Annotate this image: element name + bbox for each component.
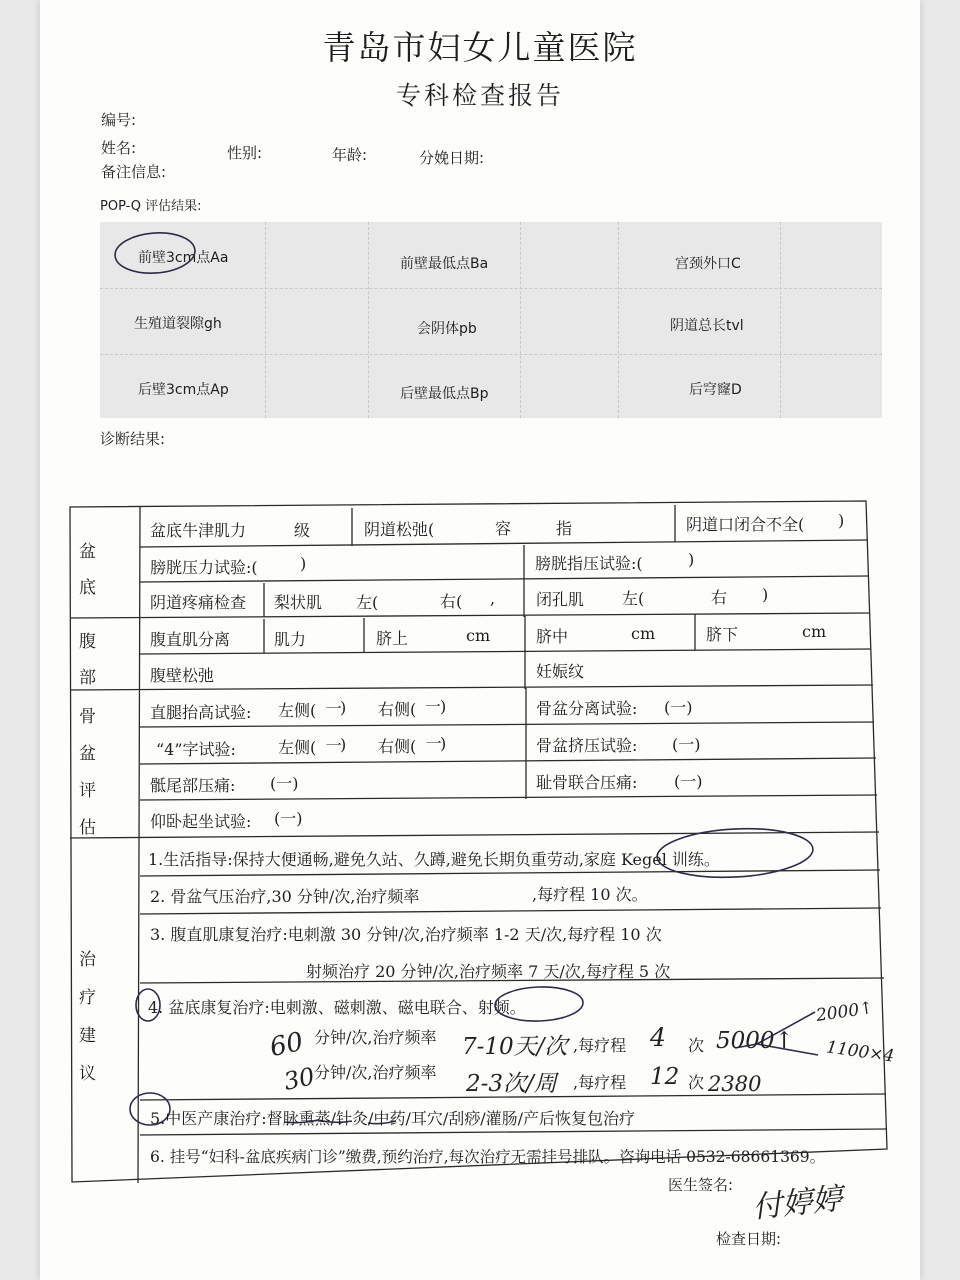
popq-ba-label: 前壁最低点Ba <box>400 256 489 272</box>
pelvic-air-pressure-course: ,每疗程 10 次。 <box>532 885 648 904</box>
popq-bp-label: 后壁最低点Bp <box>400 386 489 402</box>
table-row-line <box>140 795 877 800</box>
straight-leg-raise-label: 直腿抬高试验: <box>150 703 252 722</box>
name-label: 姓名: <box>101 139 137 157</box>
slr-right-value: 一 <box>423 697 440 716</box>
pelvic-separation-value: (一) <box>664 698 693 717</box>
table-row-line <box>140 908 881 914</box>
popq-pb-label: 会阴体pb <box>417 321 477 337</box>
introitus-incompetence-label: 阴道口闭合不全( <box>686 515 805 534</box>
row1-courses-handwritten: 4 <box>650 1023 666 1052</box>
figure-four-left-close: ) <box>340 735 347 754</box>
row2-price-handwritten: 2380 <box>708 1072 762 1096</box>
figure-four-right-label: 右侧( <box>378 737 417 756</box>
row2-courses-handwritten: 12 <box>650 1064 680 1090</box>
bladder-pressure-test-close: ) <box>300 554 307 573</box>
rectus-rehab-therapy: 3. 腹直肌康复治疗:电刺激 30 分钟/次,治疗频率 1-2 天/次,每疗程 10 次 <box>150 925 662 944</box>
tcm-postpartum-therapy: 5.中医产康治疗:督脉熏蒸/针灸/中药/耳穴/刮痧/灌肠/产后恢复包治疗 <box>150 1109 636 1128</box>
piriformis-right: 右( <box>440 592 463 611</box>
popq-d-label: 后穹窿D <box>689 382 742 398</box>
treatment-side-char: 疗 <box>79 988 96 1008</box>
treatment-side-char: 议 <box>79 1064 96 1084</box>
oxford-grade-unit: 级 <box>294 521 311 540</box>
figure-four-left-value: 一 <box>324 736 341 755</box>
table-side-column-line <box>138 507 140 1183</box>
remarks-label: 备注信息: <box>101 163 167 181</box>
popq-c-label: 宫颈外口C <box>675 256 741 272</box>
rectus-diastasis-label: 腹直肌分离 <box>150 630 231 649</box>
row2-times-label: 次 <box>688 1073 705 1092</box>
exam-date-label: 检查日期: <box>716 1230 782 1248</box>
age-label: 年龄: <box>332 146 368 164</box>
pelvis-side-char: 估 <box>79 818 96 838</box>
vaginal-pain-exam-label: 阴道疼痛检查 <box>150 593 247 612</box>
figure-four-right-close: ) <box>440 734 447 753</box>
note-top-handwritten: 2000↑ <box>814 998 875 1026</box>
pubic-symphysis-tenderness-value: (一) <box>674 772 703 791</box>
note-bottom-handwritten: 1100×4 <box>824 1037 896 1067</box>
sacrococcygeal-tenderness-value: (一) <box>270 774 299 793</box>
below-navel-unit: cm <box>802 622 827 641</box>
striae-label: 妊娠纹 <box>536 662 585 681</box>
pelvic-separation-label: 骨盆分离试验: <box>536 699 638 718</box>
pelvic-floor-side-char: 盆 <box>79 542 96 562</box>
pelvis-side-char: 骨 <box>79 707 96 727</box>
mid-navel-label: 脐中 <box>536 627 569 646</box>
pelvic-air-pressure-therapy: 2. 骨盆气压治疗,30 分钟/次,治疗频率 <box>150 887 420 906</box>
table-row-line <box>140 758 876 764</box>
row2-minutes-handwritten: 30 <box>281 1062 318 1096</box>
row1-minutes-handwritten: 60 <box>267 1026 306 1064</box>
slr-left-close: ) <box>340 698 347 717</box>
obturator-right: 右 <box>711 588 728 607</box>
mid-navel-unit: cm <box>631 624 656 643</box>
report-title: 专科检查报告 <box>395 81 564 110</box>
row1-per-course-label: ,每疗程 <box>573 1036 627 1055</box>
slr-right-close: ) <box>440 697 447 716</box>
row2-per-course-label: ,每疗程 <box>573 1073 627 1092</box>
obturator-close: ) <box>762 585 769 604</box>
gender-label: 性别: <box>227 144 263 162</box>
doctor-signature-label: 医生签名: <box>668 1176 734 1194</box>
slr-left-value: 一 <box>324 699 341 718</box>
popq-ap-label: 后壁3cm点Ap <box>138 382 229 398</box>
popq-gh-label: 生殖道裂隙gh <box>134 316 222 332</box>
figure-four-test-label: “4”字试验: <box>156 740 236 759</box>
bladder-finger-test-label: 膀胱指压试验:( <box>535 554 643 573</box>
pelvic-compression-label: 骨盆挤压试验: <box>536 736 638 755</box>
introitus-incompetence-close: ) <box>838 511 845 530</box>
above-navel-unit: cm <box>466 626 491 645</box>
row1-times-label: 次 <box>688 1036 705 1055</box>
popq-aa-label: 前壁3cm点Aa <box>138 250 229 266</box>
lifestyle-guidance: 1.生活指导:保持大便通畅,避免久站、久蹲,避免长期负重劳动,家庭 Kegel 训练。 <box>148 850 720 869</box>
situp-test-label: 仰卧起坐试验: <box>150 812 252 831</box>
pelvis-side-char: 盆 <box>79 744 96 764</box>
vaginal-laxity-label: 阴道松弛( <box>364 520 435 539</box>
pelvic-compression-value: (一) <box>672 735 701 754</box>
bladder-finger-test-close: ) <box>688 550 695 569</box>
registration-info: 6. 挂号“妇科-盆底疾病门诊”缴费,预约治疗,每次治疗无需挂号排队。咨询电话 0532-68661369。 <box>150 1148 826 1166</box>
figure-four-right-value: 一 <box>424 734 441 753</box>
pelvic-floor-side-char: 底 <box>79 578 96 598</box>
doctor-signature: 付婷婷 <box>750 1181 844 1226</box>
abdomen-side-char: 腹 <box>79 632 96 652</box>
pubic-symphysis-tenderness-label: 耻骨联合压痛: <box>536 773 638 792</box>
piriformis-left: 左( <box>356 593 379 612</box>
bladder-pressure-test-label: 膀胱压力试验:( <box>150 558 258 577</box>
row1-minutes-label: 分钟/次,治疗频率 <box>314 1028 437 1047</box>
oxford-strength-label: 盆底牛津肌力 <box>150 521 247 540</box>
row1-price-handwritten: 5000↑ <box>716 1028 794 1054</box>
above-navel-label: 脐上 <box>376 629 409 648</box>
figure-four-left-label: 左侧( <box>278 738 317 757</box>
hospital-name: 青岛市妇女儿童医院 <box>322 28 638 67</box>
table-row-line <box>140 540 868 547</box>
table-row-line <box>140 1129 887 1135</box>
table-section-line <box>70 832 879 838</box>
treatment-side-char: 建 <box>79 1026 96 1046</box>
slr-left-label: 左侧( <box>278 701 317 720</box>
obturator-label: 闭孔肌 <box>536 590 585 609</box>
aa-circle-mark <box>114 230 197 275</box>
abdominal-laxity-label: 腹壁松弛 <box>150 666 215 685</box>
piriformis-label: 梨状肌 <box>274 593 323 612</box>
abdomen-side-char: 部 <box>79 668 96 688</box>
row2-frequency-handwritten: 2-3次/周 <box>466 1071 557 1097</box>
delivery-date-label: 分娩日期: <box>419 149 485 167</box>
treatment-side-char: 治 <box>79 950 96 970</box>
diagnosis-label: 诊断结果: <box>100 430 166 448</box>
row2-minutes-label: 分钟/次,治疗频率 <box>314 1063 437 1082</box>
situp-test-value: (一) <box>274 809 303 828</box>
obturator-left: 左( <box>622 589 645 608</box>
rectus-rf-therapy: 射频治疗 20 分钟/次,治疗频率 7 天/次,每疗程 5 次 <box>306 962 671 981</box>
vaginal-laxity-fit: 容 <box>495 519 512 538</box>
popq-heading: POP-Q 评估结果: <box>100 199 202 214</box>
popq-tvl-label: 阴道总长tvl <box>670 318 744 334</box>
pelvis-side-char: 评 <box>79 781 96 801</box>
sacrococcygeal-tenderness-label: 骶尾部压痛: <box>150 776 236 795</box>
number-label: 编号: <box>101 111 137 129</box>
piriformis-right-close: , <box>490 589 496 608</box>
row1-frequency-handwritten: 7-10天/次 <box>462 1034 568 1060</box>
below-navel-label: 脐下 <box>706 625 739 644</box>
pelvic-floor-rehab-therapy: 4. 盆底康复治疗:电刺激、磁刺激、磁电联合、射频。 <box>148 998 526 1017</box>
table-row-line <box>140 649 871 654</box>
muscle-strength-label: 肌力 <box>274 630 307 649</box>
table-section-line <box>70 613 870 618</box>
slr-right-label: 右侧( <box>378 700 417 719</box>
vaginal-laxity-finger: 指 <box>556 519 573 538</box>
